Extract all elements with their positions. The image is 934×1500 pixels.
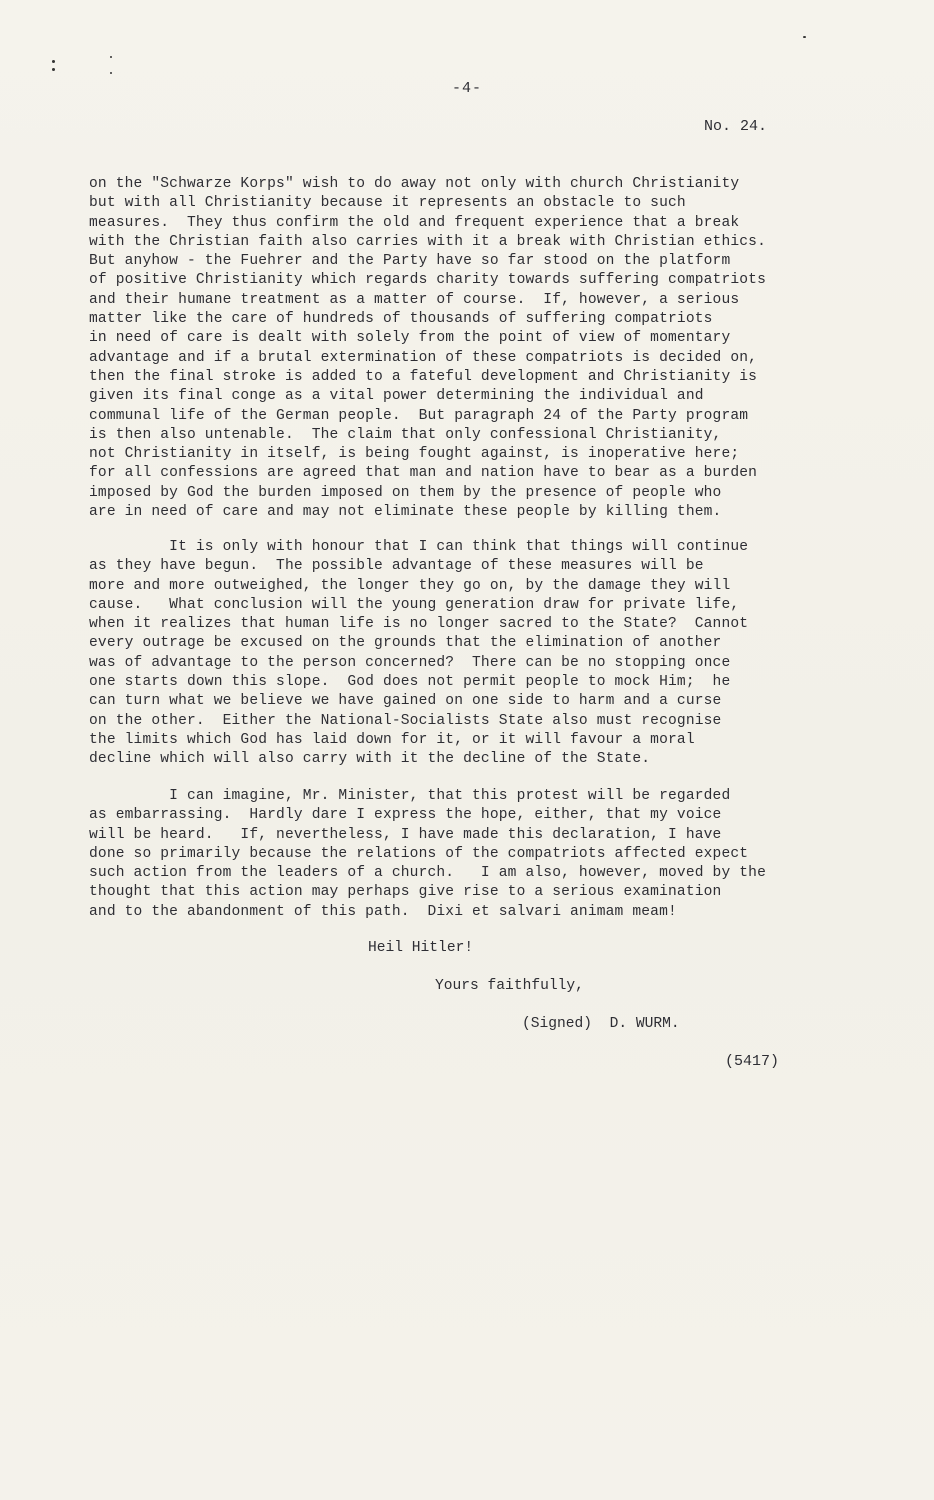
paragraph-1 [89, 175, 824, 522]
text-line: but with all Christianity because it represents an obstacle to such [89, 195, 686, 212]
margin-speck [52, 68, 55, 71]
text-line: is then also untenable. The claim that only confessional Christianity, [89, 426, 722, 443]
text-line: advantage and if a brutal extermination of these compatriots is decided on, [89, 349, 758, 366]
text-line: decline which will also carry with it the decline of the State. [89, 751, 651, 768]
text-line: and their humane treatment as a matter of course. If, however, a serious [89, 291, 740, 308]
salutation: Heil Hitler! [368, 940, 474, 956]
text-line: when it realizes that human life is no longer sacred to the State? Cannot [89, 616, 749, 633]
text-line: done so primarily because the relations of the compatriots affected expect [89, 845, 749, 862]
reference-number: (5417) [725, 1053, 780, 1070]
paragraph-3 [89, 787, 824, 922]
text-line: for all confessions are agreed that man and nation have to bear as a burden [89, 465, 758, 482]
document-number: No. 24. [704, 118, 768, 135]
text-line: not Christianity in itself, is being fought against, is inoperative here; [89, 446, 740, 463]
text-line: in need of care is dealt with solely from the point of view of momentary [89, 330, 731, 347]
text-line: imposed by God the burden imposed on them by the presence of people who [89, 484, 722, 501]
text-line: communal life of the German people. But paragraph 24 of the Party program [89, 407, 749, 424]
text-line: I can imagine, Mr. Minister, that this protest will be regarded [89, 788, 731, 804]
text-line: as they have begun. The possible advantage of these measures will be [89, 558, 704, 575]
text-line: every outrage be excused on the grounds that the elimination of another [89, 635, 722, 652]
paragraph-2 [89, 538, 824, 770]
text-line: thought that this action may perhaps give rise to a serious examination [89, 884, 722, 901]
text-line: the limits which God has laid down for it, or it will favour a moral [89, 731, 695, 748]
text-line: then the final stroke is added to a fateful development and Christianity is [89, 368, 758, 385]
text-line: of positive Christianity which regards charity towards suffering compatriots [89, 272, 766, 289]
text-line: and to the abandonment of this path. Dixi et salvari animam meam! [89, 903, 677, 920]
text-line: can turn what we believe we have gained on one side to harm and a curse [89, 693, 722, 710]
text-line: cause. What conclusion will the young generation draw for private life, [89, 596, 740, 613]
text-line: matter like the care of hundreds of thousands of suffering compatriots [89, 311, 713, 328]
signature: (Signed) D. WURM. [522, 1016, 680, 1032]
text-line: It is only with honour that I can think that things will continue [89, 539, 749, 555]
text-line: But anyhow - the Fuehrer and the Party have so far stood on the platform [89, 253, 731, 270]
text-line: will be heard. If, nevertheless, I have made this declaration, I have [89, 826, 722, 843]
text-line: as embarrassing. Hardly dare I express the hope, either, that my voice [89, 807, 722, 824]
page-number: -4- [451, 80, 482, 97]
valediction: Yours faithfully, [435, 978, 584, 994]
text-line: given its final conge as a vital power determining the individual and [89, 388, 704, 405]
text-line: on the "Schwarze Korps" wish to do away not only with church Christianity [89, 176, 740, 192]
text-line: with the Christian faith also carries with it a break with Christian ethics. [89, 233, 766, 250]
text-line: one starts down this slope. God does not permit people to mock Him; he [89, 674, 731, 691]
margin-speck [803, 36, 806, 38]
text-line: was of advantage to the person concerned? There can be no stopping once [89, 654, 731, 671]
text-line: more and more outweighed, the longer they go on, by the damage they will [89, 577, 731, 594]
margin-speck [110, 72, 112, 74]
text-line: are in need of care and may not eliminate these people by killing them. [89, 504, 722, 521]
text-line: such action from the leaders of a church. I am also, however, moved by the [89, 865, 766, 882]
margin-speck [52, 60, 55, 63]
text-line: measures. They thus confirm the old and frequent experience that a break [89, 214, 740, 231]
text-line: on the other. Either the National-Socialists State also must recognise [89, 712, 722, 729]
margin-speck [110, 56, 112, 58]
